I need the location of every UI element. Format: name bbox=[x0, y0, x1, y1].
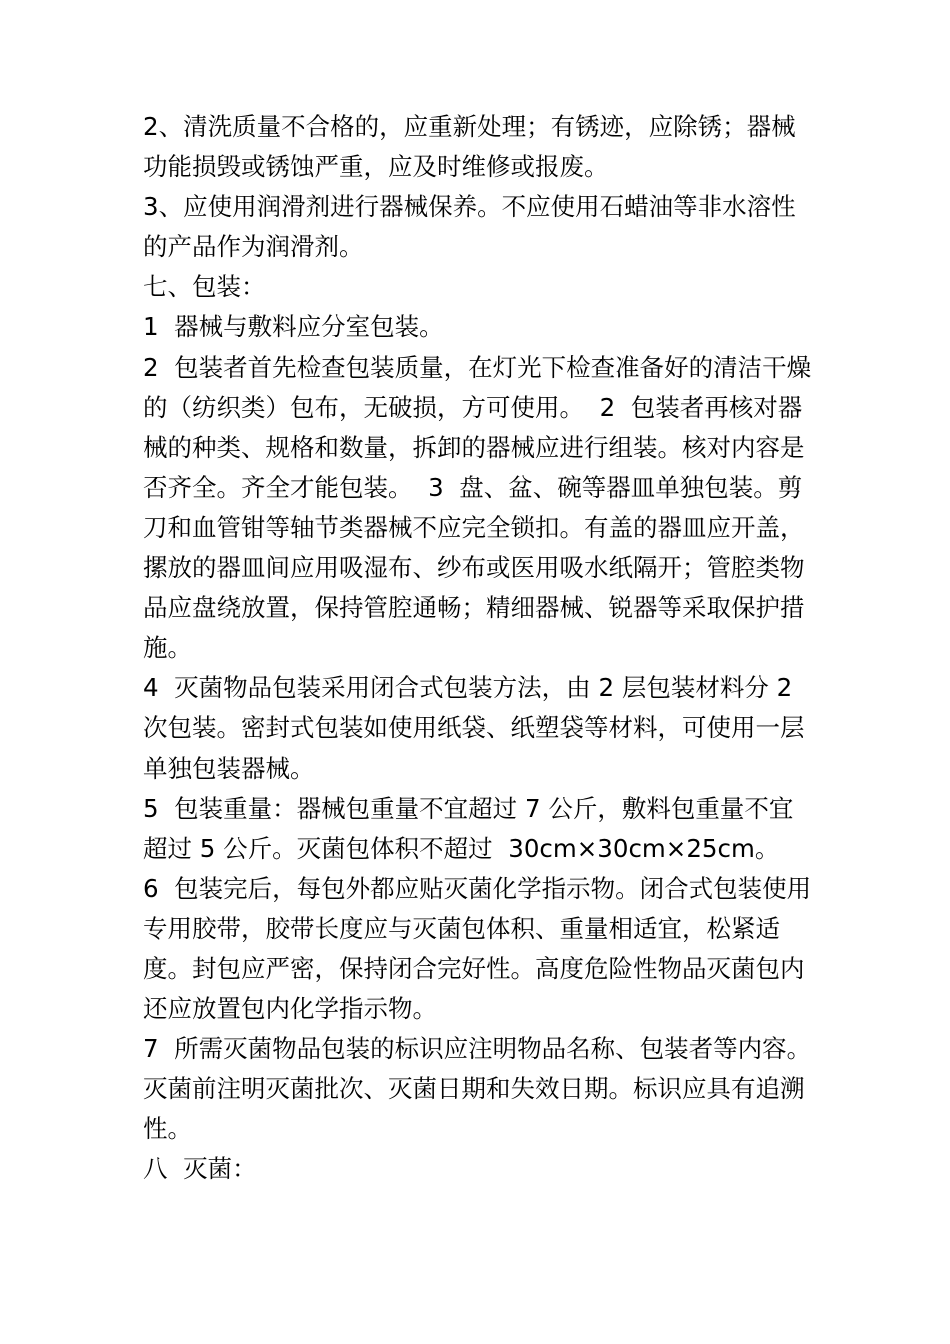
paragraph-separate-packaging: 1 器械与敷料应分室包装。 bbox=[143, 312, 444, 342]
section-heading-packaging: 七、包装： bbox=[143, 272, 266, 302]
paragraph-closed-packaging: 4 灭菌物品包装采用闭合式包装方法，由 2 层包装材料分 2 次包装。密封式包装如使用纸袋、纸塑袋等材料，可使用一层单独包装器械。 bbox=[143, 673, 805, 783]
section-heading-sterilization: 八 灭菌： bbox=[143, 1154, 257, 1184]
paragraph-packaging-inspection: 2 包装者首先检查包装质量，在灯光下检查准备好的清洁干燥的（纺织类）包布，无破损，方可使用。 2 包装者再核对器械的种类、规格和数量，拆卸的器械应进行组装。核对内容是否齐全。齐全才能包装。 3 盘、盆、碗等器皿单独包装。剪刀和血管钳等轴节类器械不应完全锁扣。有盖的器皿应开盖，摞放的器皿间应用吸湿布、纱布或医用吸水纸隔开；管腔类物品应盘绕放置，保持管腔通畅；精细器械、锐器等采取保护措施。 bbox=[143, 352, 812, 663]
paragraph-chemical-indicator: 6 包装完后，每包外都应贴灭菌化学指示物。闭合式包装使用专用胶带，胶带长度应与灭菌包体积、重量相适宜，松紧适度。封包应严密，保持闭合完好性。高度危险性物品灭菌包内还应放置包内化学指示物。 bbox=[143, 873, 812, 1024]
paragraph-cleaning-quality: 2、清洗质量不合格的，应重新处理；有锈迹，应除锈；器械功能损毁或锈蚀严重，应及时维修或报废。 bbox=[143, 112, 796, 182]
document-body bbox=[143, 107, 815, 1190]
paragraph-labeling: 7 所需灭菌物品包装的标识应注明物品名称、包装者等内容。灭菌前注明灭菌批次、灭菌日期和失效日期。标识应具有追溯性。 bbox=[143, 1034, 812, 1144]
paragraph-lubricant: 3、应使用润滑剂进行器械保养。不应使用石蜡油等非水溶性的产品作为润滑剂。 bbox=[143, 192, 796, 262]
paragraph-package-weight: 5 包装重量：器械包重量不宜超过 7 公斤，敷料包重量不宜超过 5 公斤。灭菌包体积不超过 30cm×30cm×25cm。 bbox=[143, 793, 794, 863]
